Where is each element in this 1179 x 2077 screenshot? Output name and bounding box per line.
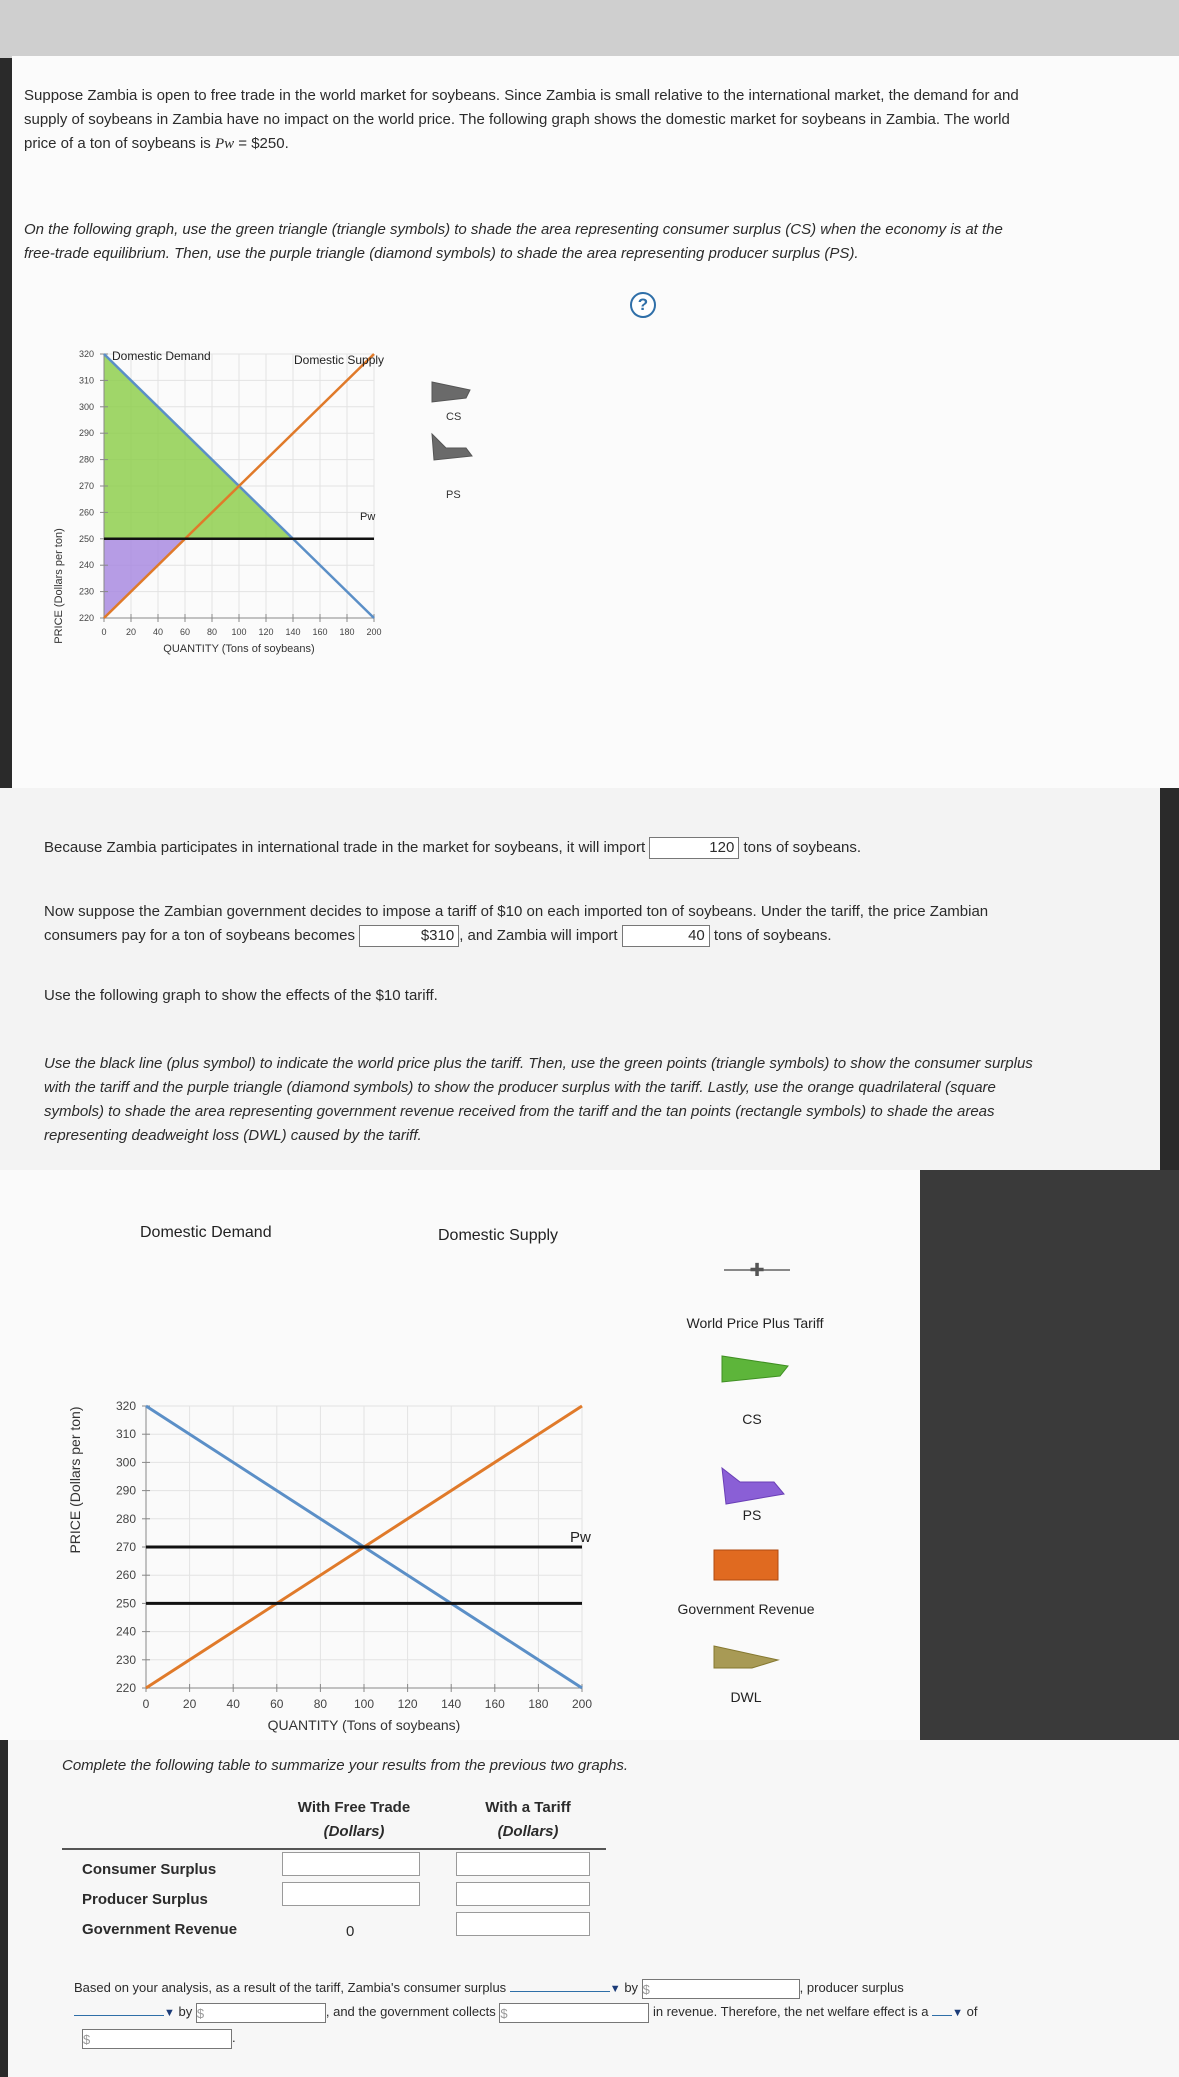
- question-section-1: [12, 56, 1179, 788]
- ps-tariff-input[interactable]: [456, 1882, 590, 1906]
- graph-2-legend-dwl-label: DWL: [730, 1689, 762, 1705]
- svg-text:PRICE (Dollars per ton): PRICE (Dollars per ton): [53, 528, 65, 644]
- graph-2[interactable]: [0, 1170, 920, 1740]
- graph-1-legend-cs-icon: [432, 382, 470, 402]
- graph-1-x-tick-label: 120: [258, 627, 274, 637]
- graph-2-legend-ps-icon: [722, 1468, 784, 1504]
- gr-free-trade-value: 0: [346, 1923, 355, 1940]
- graph-1-pw-label: Pw: [360, 511, 376, 523]
- graph-1-x-axis-label: QUANTITY (Tons of soybeans): [163, 643, 315, 655]
- cs-dropdown-arrow-icon: ▼: [609, 1983, 621, 1995]
- instruction-3-line-2: with the tariff and the purple triangle (diamond symbols) to show the producer surplus with the tariff. Lastly, use the orange quadrilateral (square: [44, 1079, 996, 1096]
- help-icon[interactable]: ?: [630, 292, 656, 318]
- graph-1-x-tick-label: 140: [285, 627, 301, 637]
- tariff-line-2: consumers pay for a ton of soybeans becomes $310 , and Zambia will import 40 tons of soybeans.: [44, 924, 832, 948]
- graph-2-legend-dwl-icon: [714, 1646, 778, 1668]
- graph-1-y-tick-label: 310: [78, 375, 94, 386]
- graph-1-y-tick-label: 230: [78, 586, 94, 597]
- summary-line-3: $ .: [83, 2030, 236, 2047]
- import-quantity-input[interactable]: 120: [649, 837, 739, 859]
- graph-1-x-tick-label: 100: [231, 627, 247, 637]
- graph-1-legend-ps-icon: [432, 434, 472, 460]
- graph-2-y-tick-label: 280: [115, 1511, 136, 1526]
- ps-change-input[interactable]: $: [196, 2003, 326, 2023]
- graph-1-y-axis-label: [53, 528, 65, 644]
- graph-2-y-tick-label: 300: [115, 1455, 136, 1470]
- graph-2-supply-label: Domestic Supply: [438, 1227, 559, 1244]
- welfare-amount-input[interactable]: $: [82, 2029, 232, 2049]
- graph-1-y-tick-label: 300: [78, 401, 94, 412]
- graph-1-demand-label: Domestic Demand: [112, 349, 211, 363]
- graph-2-y-tick-label: 290: [115, 1483, 136, 1498]
- col-free-trade-unit: (Dollars): [323, 1823, 385, 1840]
- graph-2-x-tick-label: 20: [182, 1697, 197, 1711]
- graph-1-x-tick-label: 200: [366, 627, 382, 637]
- graph-2-y-tick-label: 250: [115, 1596, 136, 1611]
- graph-2-x-tick-label: 120: [397, 1697, 418, 1711]
- cs-tariff-input[interactable]: [456, 1852, 590, 1876]
- dark-margin: [920, 1170, 1179, 1740]
- instruction-3-line-1: Use the black line (plus symbol) to indicate the world price plus the tariff. Then, use the green points (triangle symbols) to show the consumer surplus: [44, 1055, 1033, 1072]
- summary-line-1: Based on your analysis, as a result of the tariff, Zambia's consumer surplus ▼ by $ , producer surplus: [74, 1980, 904, 1997]
- graph-2-legend-cs-icon: [722, 1356, 788, 1382]
- tariff-price-input[interactable]: $310: [359, 925, 459, 947]
- svg-text:PRICE (Dollars per ton): PRICE (Dollars per ton): [67, 1406, 83, 1554]
- graph-2-y-axis-label: [67, 1406, 83, 1553]
- col-tariff-unit: (Dollars): [497, 1823, 559, 1840]
- graph-1-y-tick-label: 250: [78, 533, 94, 544]
- question-section-3: [0, 1170, 920, 1740]
- graph-1-y-tick-label: 280: [78, 454, 94, 465]
- graph-2-x-tick-label: 160: [484, 1697, 505, 1711]
- graph-1-x-tick-label: 40: [152, 627, 164, 637]
- ps-change-dropdown[interactable]: [74, 2015, 164, 2016]
- graph-1-y-tick-label: 220: [78, 613, 94, 623]
- graph-1-y-tick-label: 260: [78, 507, 94, 518]
- graph-2-x-tick-label: 60: [270, 1697, 284, 1711]
- graph-1-legend-ps-label: PS: [446, 489, 461, 501]
- instruction-1-line-1: On the following graph, use the green triangle (triangle symbols) to shade the area representing consumer surplus (CS) when the economy is at the: [24, 221, 1003, 238]
- graph-1-y-tick-label: 240: [78, 560, 94, 571]
- graph-2-demand-label: Domestic Demand: [140, 1224, 272, 1241]
- instruction-1-line-2: free-trade equilibrium. Then, use the purple triangle (diamond symbols) to shade the area representing producer surplus (PS).: [24, 245, 859, 262]
- intro-line-2: supply of soybeans in Zambia have no impact on the world price. The following graph shows the domestic market for soybeans in Zambia. The world: [24, 111, 1010, 128]
- cs-free-trade-input[interactable]: [282, 1852, 420, 1876]
- graph-1-y-tick-label: 290: [78, 428, 94, 439]
- instruction-2: Use the following graph to show the effects of the $10 tariff.: [44, 987, 438, 1004]
- instruction-3-line-4: representing deadweight loss (DWL) caused by the tariff.: [44, 1127, 422, 1144]
- graph-2-pw-label: Pw: [570, 1529, 591, 1546]
- instruction-3-line-3: symbols) to shade the area representing government revenue received from the tariff and the tan points (rectangle symbols) to shade the areas: [44, 1103, 995, 1120]
- graph-2-legend-wpt-icon: ✚: [749, 1260, 765, 1280]
- graph-2-legend-cs-label: CS: [742, 1411, 762, 1427]
- graph-1-legend-cs-label: CS: [446, 411, 462, 423]
- graph-1-x-tick-label: 160: [312, 627, 328, 637]
- graph-2-x-tick-label: 80: [313, 1697, 328, 1711]
- ps-free-trade-input[interactable]: [282, 1882, 420, 1906]
- graph-2-y-tick-label: 240: [115, 1624, 136, 1639]
- graph-2-y-tick-label: 270: [115, 1540, 136, 1554]
- graph-1-y-tick-label: 270: [78, 481, 94, 491]
- import-sentence: Because Zambia participates in international trade in the market for soybeans, it will import 120 tons of soybeans.: [44, 836, 861, 860]
- gov-revenue-input[interactable]: $: [499, 2003, 649, 2023]
- graph-1-x-tick-label: 60: [179, 627, 191, 637]
- welfare-dropdown-arrow-icon: ▼: [952, 2007, 964, 2019]
- graph-2-y-tick-label: 310: [115, 1427, 136, 1442]
- cs-change-dropdown[interactable]: [510, 1991, 610, 1992]
- top-bar: [0, 0, 1179, 58]
- table-divider: [62, 1848, 606, 1850]
- graph-2-legend-gr-icon: [714, 1550, 778, 1580]
- tariff-import-input[interactable]: 40: [622, 925, 710, 947]
- row-government-revenue: Government Revenue: [82, 1921, 238, 1938]
- graph-2-y-tick-label: 260: [115, 1568, 136, 1583]
- intro-line-3: price of a ton of soybeans is Pw = $250.: [24, 135, 289, 152]
- graph-2-legend-gr-label: Government Revenue: [677, 1601, 815, 1617]
- graph-2-y-tick-label: 320: [115, 1399, 136, 1413]
- summary-section: [8, 1740, 1179, 2077]
- tariff-line-1: Now suppose the Zambian government decides to impose a tariff of $10 on each imported ton of soybeans. Under the tariff, the price Zambian: [44, 903, 989, 920]
- graph-1-supply-label: Domestic Supply: [294, 353, 385, 367]
- graph-2-legend-wpt-label: World Price Plus Tariff: [686, 1315, 824, 1331]
- graph-1-x-tick-label: 20: [125, 627, 137, 637]
- graph-2-x-tick-label: 180: [528, 1697, 549, 1711]
- graph-2-x-tick-label: 200: [571, 1697, 593, 1711]
- graph-2-y-tick-label: 220: [115, 1681, 136, 1695]
- col-tariff-header: With a Tariff: [485, 1799, 571, 1816]
- welfare-direction-dropdown[interactable]: [932, 2015, 952, 2016]
- graph-1-x-tick-label: 180: [339, 627, 355, 637]
- question-section-2: [0, 788, 1160, 1170]
- cs-change-input[interactable]: $: [642, 1979, 800, 1999]
- graph-2-x-tick-label: 40: [226, 1697, 240, 1711]
- graph-1-x-tick-label: 0: [101, 627, 107, 637]
- ps-dropdown-arrow-icon: ▼: [164, 2007, 175, 2019]
- graph-2-legend-ps-label: PS: [742, 1507, 762, 1523]
- graph-1-y-tick-label: 320: [78, 349, 94, 359]
- intro-line-1: Suppose Zambia is open to free trade in the world market for soybeans. Since Zambia is small relative to the international market, the demand for and: [24, 87, 1019, 104]
- graph-1-x-tick-label: 80: [206, 627, 218, 637]
- graph-2-x-tick-label: 140: [441, 1697, 462, 1711]
- graph-2-y-tick-label: 230: [115, 1652, 136, 1667]
- gr-tariff-input[interactable]: [456, 1912, 590, 1936]
- row-consumer-surplus: Consumer Surplus: [82, 1861, 217, 1878]
- table-instruction: Complete the following table to summarize your results from the previous two graphs.: [62, 1757, 629, 1774]
- graph-2-x-axis-label: QUANTITY (Tons of soybeans): [267, 1717, 461, 1733]
- graph-2-x-tick-label: 100: [353, 1697, 375, 1711]
- summary-line-2: ▼ by $ , and the government collects $ in revenue. Therefore, the net welfare effect is a ▼ of: [74, 2000, 978, 2025]
- row-producer-surplus: Producer Surplus: [82, 1891, 208, 1908]
- col-free-trade-header: With Free Trade: [297, 1799, 411, 1816]
- graph-2-x-tick-label: 0: [142, 1697, 150, 1711]
